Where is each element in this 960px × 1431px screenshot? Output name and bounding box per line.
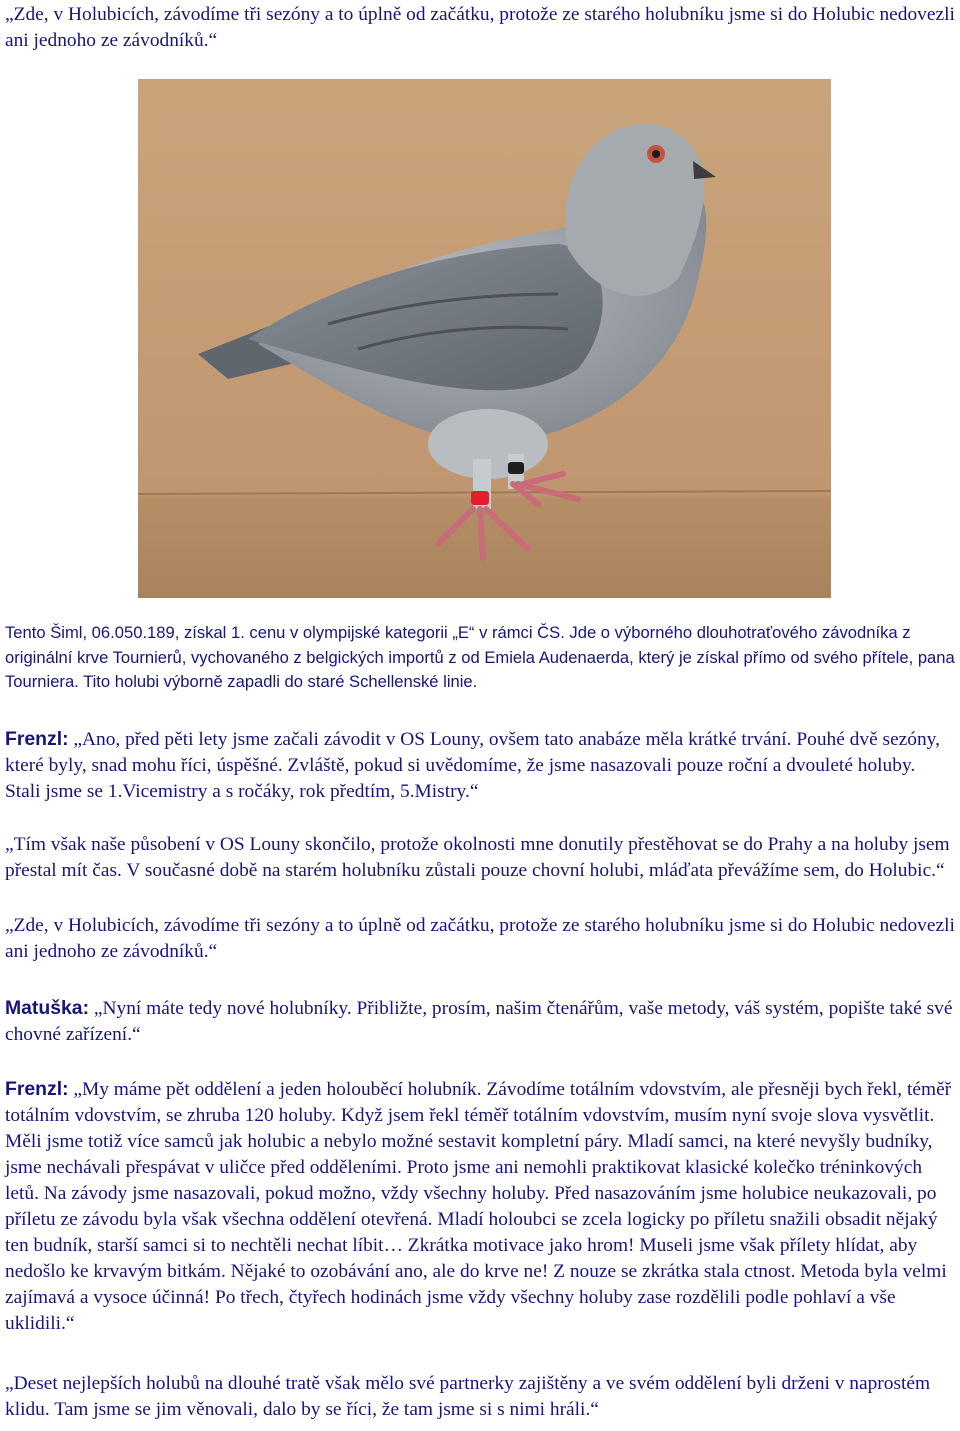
paragraph-text: „Nyní máte tedy nové holubníky. Přibližte, prosím, našim čtenářům, vaše metody, váš systém, popište také své chovné zařízení.“	[5, 998, 953, 1045]
speaker-label: Frenzl:	[5, 728, 69, 750]
paragraph-1	[5, 726, 955, 805]
pigeon-icon	[138, 79, 831, 598]
intro-quote: „Zde, v Holubicích, závodíme tři sezóny a to úplně od začátku, protože ze starého holubníku jsme si do Holubic nedovezli ani jednoho ze závodníků.“	[5, 4, 955, 51]
paragraph-text: „Ano, před pěti lety jsme začali závodit v OS Louny, ovšem tato anabáze měla krátké trvání. Pouhé dvě sezóny, které byly, snad mohu říci, úspěšné. Zvláště, pokud si uvědomíme, že jsme nasazovali pouze roční a dvouleté holuby. Stali jsme se 1.Vicemistry a s ročáky, rok předtím, 5.Mistry.“	[5, 729, 940, 802]
paragraph-text: „Tím však naše působení v OS Louny skončilo, protože okolnosti mne donutily přestěhovat se do Prahy a na holuby jsem přestal mít čas. V současné době na starém holubníku zůstali pouze chovní holubi, mláďata převážíme sem, do Holubic.“	[5, 834, 950, 881]
speaker-label: Matuška:	[5, 997, 90, 1019]
paragraph-2	[5, 832, 955, 884]
speaker-label: Frenzl:	[5, 1078, 69, 1100]
pigeon-photo	[138, 79, 831, 598]
photo-caption: Tento Šiml, 06.050.189, získal 1. cenu v olympijské kategorii „E“ v rámci ČS. Jde o výborného dlouhotraťového závodníka z originální krve Tournierů, vychovaného z belgických importů z od Emiela Audenaerda, který je získal přímo od svého přítele, pana Tourniera. Tito holubi výborně zapadli do staré Schellenské linie.	[5, 623, 955, 691]
paragraph-5	[5, 1076, 955, 1337]
paragraph-text: „Deset nejlepších holubů na dlouhé tratě však mělo své partnerky zajištěny a ve svém oddělení byli drženi v naprostém klidu. Tam jsme se jim věnovali, dalo by se říci, že tam jsme si s nimi hráli.“	[5, 1373, 931, 1420]
paragraph-text: „My máme pět oddělení a jeden holouběcí holubník. Závodíme totálním vdovstvím, ale přesněji bych řekl, téměř totálním vdovstvím, se zhruba 120 holuby. Když jsem řekl téměř totálním vdovstvím, musím nyní svoje slova vysvětlit. Měli jsme totiž více samců jak holubic a nebylo možné sestavit kompletní páry. Mladí samci, na které nevyšly budníky, jsme nechávali přespávat v uličce před odděleními. Proto jsme ani nemohli praktikovat klasické kolečko tréninkových letů. Na závody jsme nasazovali, pokud možno, vždy všechny holuby. Před nasazováním jsme holubice neukazovali, po příletu ze závodu byla však všechna oddělení otevřená. Mladí holoubci se zcela logicky po příletu snažili obsadit nějaký ten budník, starší samci si to nechtěli nechat líbit… Zkrátka motivace jako hrom! Museli jsme však přílety hlídat, aby nedošlo ke krvavým bitkám. Nějaké to ozobávání ano, ale do krve ne! Z nouze se zkrátka stala ctnost. Metoda byla velmi zajímavá a vysoce účinná! Po třech, čtyřech hodinách jsme vždy všechny holuby zase rozdělili podle pohlaví a vše uklidili.“	[5, 1079, 952, 1334]
paragraph-6	[5, 1371, 955, 1423]
paragraph-text: „Zde, v Holubicích, závodíme tři sezóny a to úplně od začátku, protože ze starého holubníku jsme si do Holubic nedovezli ani jednoho ze závodníků.“	[5, 915, 955, 962]
paragraph-4	[5, 995, 955, 1048]
paragraph-3	[5, 913, 955, 965]
